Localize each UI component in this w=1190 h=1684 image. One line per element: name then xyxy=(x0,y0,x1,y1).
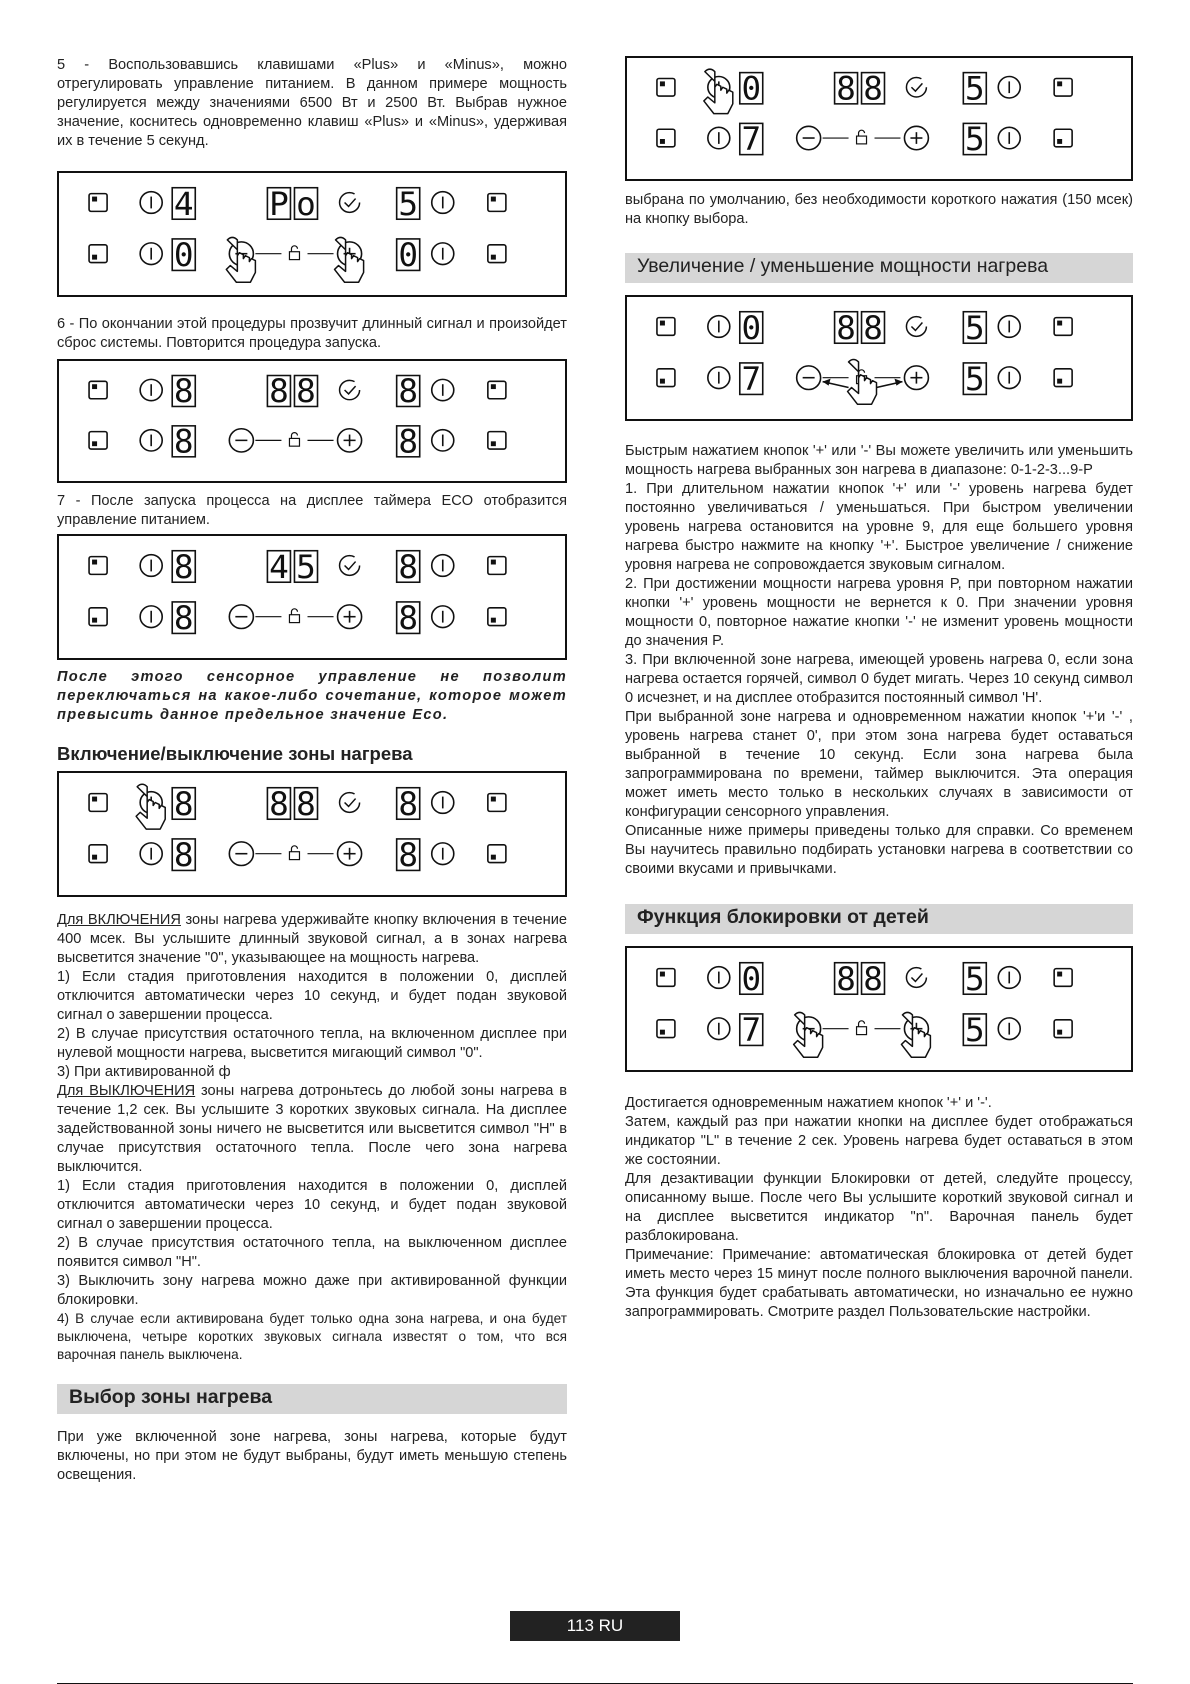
timer-display-digit-2: 8 xyxy=(296,372,316,411)
child-lock-heading: Функция блокировки от детей xyxy=(625,904,1133,934)
zone-selector-icon xyxy=(1054,1020,1072,1038)
zone-rear-left-display: 8 xyxy=(173,599,194,637)
zone-selector-icon xyxy=(89,557,107,575)
control-panel-p6 xyxy=(625,295,1133,421)
zone-selector-icon xyxy=(657,1020,675,1038)
zone-front-left-display: 8 xyxy=(173,785,194,823)
zone-selector-icon xyxy=(1054,318,1072,336)
zone-selector-icon xyxy=(657,318,675,336)
power-item-3: 3. При включенной зоне нагрева, имеющей уровень нагрева 0, если зона нагрева остается горячей, символ 0 будет мигать. Через 10 секунд символ 0 исчезнет, и на дисплее отобразится постоянный символ 'H'. xyxy=(625,652,1133,706)
zone-selector-icon xyxy=(488,794,506,812)
zone-front-left-display: 0 xyxy=(741,309,762,347)
off-item-1: 1) Если стадия приготовления находится в положении 0, дисплей отключится автоматически через 10 секунд, и будет подан звуковой сигнал о завершении процесса. xyxy=(57,1178,567,1232)
panel-graphic xyxy=(59,361,565,481)
timer-display-digit-1: 8 xyxy=(836,309,856,347)
zone-selector-icon xyxy=(1054,969,1072,987)
timer-icon xyxy=(906,317,926,337)
zone-rear-right-display: 8 xyxy=(398,836,419,874)
control-panel-p1 xyxy=(57,171,567,297)
lock-icon xyxy=(289,615,299,623)
power-item-1: 1. При длительном нажатии кнопок '+' или '-' уровень нагрева будет постоянно увеличиваться / уменьшаться. При быстром увеличении уровень нагрева остановится на уровне 9, для еще большего уровня нагрева быстро нажмите на кнопку '+'. Быстрое увеличение / снижение уровня нагрева не сопровождается звуковым сигналом. xyxy=(625,481,1133,573)
zone-selector-icon xyxy=(89,608,107,626)
left-column xyxy=(57,56,567,1485)
select-zone-heading: Выбор зоны нагрева xyxy=(57,1384,567,1414)
zone-selector-icon xyxy=(488,194,506,212)
zone-selector-icon xyxy=(89,432,107,449)
timer-display-digit-2: 8 xyxy=(863,309,883,347)
off-item-4: 4) В случае если активирована будет только одна зона нагрева, и она будет выключена, четыре коротких звуковых сигнала известят о том, что вся варочная панель выключена. xyxy=(57,1311,567,1362)
zone-front-left-display: 8 xyxy=(173,548,194,586)
timer-display-digit-2: o xyxy=(296,185,316,223)
panel-graphic xyxy=(627,58,1131,179)
zone-selector-icon xyxy=(488,608,506,626)
timer-display-digit-1: 8 xyxy=(836,960,856,998)
zone-selector-icon xyxy=(488,432,506,449)
timer-display-digit-2: 5 xyxy=(296,548,316,586)
on-item-1: 1) Если стадия приготовления находится в положении 0, дисплей отключится автоматически через 10 секунд, и будет подан звуковой сигнал о завершении процесса. xyxy=(57,969,567,1023)
zone-rear-right-display: 5 xyxy=(965,1011,985,1049)
on-item-2: 2) В случае присутствия остаточного тепла, на включенном дисплее при нулевой мощности нагрева, высветится мигающий символ "0". xyxy=(57,1026,567,1061)
timer-icon xyxy=(340,193,360,213)
step-7-text: 7 - После запуска процесса на дисплее таймера ECO отобразится управление питанием. xyxy=(57,493,567,528)
eco-note: После этого сенсорное управление не позволит переключаться на какое-либо сочетание, которое может превысить данное предельное значение Eco. xyxy=(57,669,567,723)
zone-front-right-display: 5 xyxy=(398,185,419,223)
zone-selector-icon xyxy=(1054,369,1072,387)
control-panel-p4 xyxy=(57,771,567,897)
timer-display-digit-2: 8 xyxy=(863,69,883,108)
zone-rear-left-display: 7 xyxy=(741,360,762,398)
zone-selector-icon xyxy=(89,194,107,212)
timer-icon xyxy=(906,968,926,988)
default-text: выбрана по умолчанию, без необходимости короткого нажатия (150 мсек) на кнопку выбора. xyxy=(625,192,1133,227)
hand-pointer-icon xyxy=(848,359,877,404)
zone-rear-right-display: 0 xyxy=(398,236,419,274)
zone-rear-left-display: 7 xyxy=(741,1011,762,1049)
lock-icon xyxy=(857,136,867,144)
timer-display-digit-1: 8 xyxy=(836,69,856,108)
panel-graphic xyxy=(627,297,1131,419)
lock-text-1: Достигается одновременным нажатием кнопок '+' и '-'. xyxy=(625,1095,992,1111)
timer-display-digit-2: 8 xyxy=(296,785,316,823)
zone-rear-right-display: 8 xyxy=(398,599,419,637)
zone-rear-left-display: 7 xyxy=(741,120,762,159)
zone-front-right-display: 8 xyxy=(398,785,419,823)
off-lead: Для ВЫКЛЮЧЕНИЯ xyxy=(57,1083,196,1099)
zone-rear-left-display: 0 xyxy=(173,236,194,274)
control-panel-p5 xyxy=(625,56,1133,181)
lock-icon xyxy=(289,852,299,860)
off-item-2: 2) В случае присутствия остаточного тепла, на выключенном дисплее появится символ "H". xyxy=(57,1235,567,1270)
zone-selector-icon xyxy=(657,969,675,987)
power-item-5: Описанные ниже примеры приведены только для справки. Со временем Вы научитесь правильно подбирать установки нагрева в соответствии со своими вкусами и привычками. xyxy=(625,823,1133,877)
zone-selector-icon xyxy=(89,381,107,398)
on-paragraph xyxy=(57,911,567,968)
zone-selector-icon xyxy=(1054,129,1072,147)
zone-front-right-display: 5 xyxy=(965,309,985,347)
power-intro: Быстрым нажатием кнопок '+' или '-' Вы можете увеличить или уменьшить мощность нагрева выбранных зон нагрева в диапазоне: 0-1-2-3...9-P xyxy=(625,443,1133,478)
timer-display-digit-1: P xyxy=(269,185,289,223)
onoff-heading: Включение/выключение зоны нагрева xyxy=(57,743,413,764)
power-heading: Увеличение / уменьшение мощности нагрева xyxy=(625,253,1133,283)
zone-selector-icon xyxy=(488,245,506,263)
timer-icon xyxy=(340,380,360,399)
zone-selector-icon xyxy=(89,245,107,263)
power-item-2: 2. При достижении мощности нагрева уровня P, при повторном нажатии кнопки '+' уровень мощности не вернется к 0. При значении уровня мощности 0, повторное нажатие кнопки '-' не изменит уровень мощности до значения P. xyxy=(625,576,1133,649)
zone-front-left-display: 4 xyxy=(173,185,194,223)
zone-front-right-display: 5 xyxy=(965,960,985,998)
off-paragraph xyxy=(57,1082,567,1177)
timer-display-digit-1: 8 xyxy=(269,372,289,411)
lock-icon xyxy=(289,252,299,260)
timer-icon xyxy=(906,77,926,97)
lock-text-2: Затем, каждый раз при нажатии кнопки на дисплее будет отображаться индикатор "L" в течение 2 сек. Уровень нагрева будет оставаться в этом же состоянии. xyxy=(625,1114,1133,1168)
zone-front-right-display: 8 xyxy=(398,548,419,586)
select-zone-text: При уже включенной зоне нагрева, зоны нагрева, которые будут включены, но при этом не будут выбраны, будут иметь меньшую степень освещения. xyxy=(57,1429,567,1483)
on-item-3: 3) При активированной ф xyxy=(57,1064,231,1080)
zone-selector-icon xyxy=(657,129,675,147)
zone-rear-right-display: 5 xyxy=(965,360,985,398)
control-panel-p7 xyxy=(625,946,1133,1072)
page-number: 113 RU xyxy=(510,1611,680,1641)
zone-selector-icon xyxy=(657,78,675,96)
lock-icon xyxy=(857,1027,867,1035)
zone-selector-icon xyxy=(1054,78,1072,96)
zone-selector-icon xyxy=(89,794,107,812)
power-item-4: При выбранной зоне нагрева и одновременном нажатии кнопок '+'и '-' , уровень нагрева станет 0', при этом зона нагрева будет оставаться выбранной в течение 10 секунд. Если зона нагрева была запрограммирована по времени, таймер выключится. Эта операция может иметь место только в нескольких случаях в зависимости от конфигурации сенсорного управления. xyxy=(625,709,1133,820)
step-6-text: 6 - По окончании этой процедуры прозвучит длинный сигнал и произойдет сброс системы. Повторится процедура запуска. xyxy=(57,316,567,351)
zone-front-left-display: 0 xyxy=(741,69,762,108)
zone-front-right-display: 8 xyxy=(398,372,419,411)
zone-rear-right-display: 5 xyxy=(965,120,985,159)
zone-front-left-display: 0 xyxy=(741,960,762,998)
control-panel-p3 xyxy=(57,534,567,660)
panel-graphic xyxy=(627,948,1131,1070)
timer-icon xyxy=(340,793,360,813)
panel-graphic xyxy=(59,773,565,895)
timer-icon xyxy=(340,556,360,576)
zone-front-right-display: 5 xyxy=(965,69,985,108)
step-5-text: 5 - Воспользовавшись клавишами «Plus» и «Minus», можно отрегулировать управление питанием. В данном примере мощность регулируется между значениями 6500 Вт и 2500 Вт. Выбрав нужное значение, коснитесь одновременно клавиш «Plus» и «Minus», удерживая их в течение 5 секунд. xyxy=(57,57,567,149)
zone-rear-left-display: 8 xyxy=(173,422,194,461)
timer-display-digit-1: 8 xyxy=(269,785,289,823)
timer-display-digit-1: 4 xyxy=(269,548,289,586)
zone-selector-icon xyxy=(488,557,506,575)
zone-rear-left-display: 8 xyxy=(173,836,194,874)
off-item-3: 3) Выключить зону нагрева можно даже при активированной функции блокировки. xyxy=(57,1273,567,1308)
lock-icon xyxy=(289,438,299,446)
right-column xyxy=(625,56,1133,1322)
lock-text-4: Примечание: Примечание: автоматическая блокировка от детей будет иметь место через 15 минут после полного выключения варочной панели. Эта функция будет срабатывать автоматически, но изначально ее нужно запрограммировать. Смотрите раздел Пользовательские настройки. xyxy=(625,1247,1133,1320)
off-text: зоны нагрева дотроньтесь до любой зоны нагрева в течение 1,2 сек. Вы услышите 3 коротких звуковых сигнала. На дисплее задействованной зоны ничего не высветится или высветится символ "H" в случае присутствия остаточного тепла. После чего зона нагрева выключится. xyxy=(57,1083,567,1175)
zone-selector-icon xyxy=(89,845,107,863)
timer-display-digit-2: 8 xyxy=(863,960,883,998)
on-lead: Для ВКЛЮЧЕНИЯ xyxy=(57,912,181,928)
zone-rear-right-display: 8 xyxy=(398,422,419,461)
zone-selector-icon xyxy=(488,381,506,398)
zone-front-left-display: 8 xyxy=(173,372,194,411)
lock-text-3: Для дезактивации функции Блокировки от детей, следуйте процессу, описанному выше. После чего Вы услышите короткий звуковой сигнал и на дисплее высветится индикатор "n". Варочная панель будет разблокирована. xyxy=(625,1171,1133,1244)
panel-graphic xyxy=(59,536,565,658)
panel-graphic xyxy=(59,173,565,295)
on-text: зоны нагрева удерживайте кнопку включения в течение 400 мсек. Вы услышите длинный звуковой сигнал, а в зонах нагрева высветится значение "0", указывающее на мощность нагрева. xyxy=(57,912,567,966)
zone-selector-icon xyxy=(488,845,506,863)
control-panel-p2 xyxy=(57,359,567,483)
zone-selector-icon xyxy=(657,369,675,387)
